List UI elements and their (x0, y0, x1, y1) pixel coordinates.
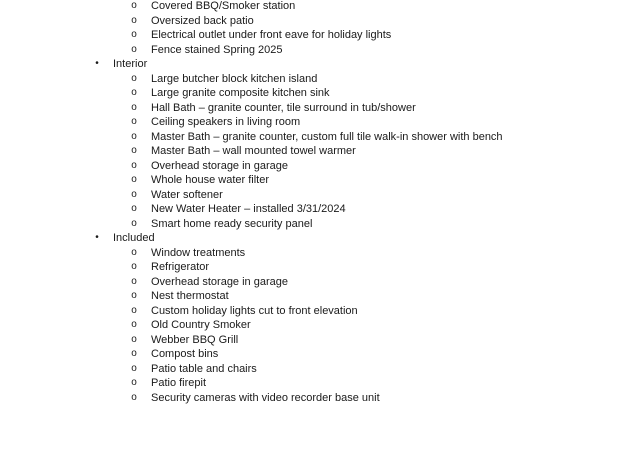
hollow-bullet-icon: o (131, 290, 137, 301)
list-item (0, 275, 640, 290)
list-item-text: Overhead storage in garage (151, 275, 288, 288)
list-item-text: Electrical outlet under front eave for holiday lights (151, 29, 392, 41)
hollow-bullet-icon: o (131, 261, 137, 272)
list-item-text: Hall Bath – granite counter, tile surround in tub/shower (151, 101, 416, 114)
list-item (0, 144, 640, 159)
list-item (0, 72, 640, 87)
list-item (0, 159, 640, 174)
hollow-bullet-icon: o (131, 29, 137, 40)
list-item-text: Webber BBQ Grill (151, 333, 239, 346)
hollow-bullet-icon: o (131, 14, 137, 26)
section-heading (0, 57, 640, 72)
list-item (0, 173, 640, 188)
list-item (0, 347, 640, 362)
hollow-bullet-icon: o (131, 174, 137, 185)
section-heading (0, 231, 640, 246)
list-item-text: Overhead storage in garage (151, 159, 288, 172)
list-item-text: Master Bath – wall mounted towel warmer (151, 145, 356, 157)
list-item-text: Compost bins (151, 348, 219, 360)
section-title: Interior (113, 58, 148, 70)
list-item (0, 391, 640, 406)
list-item-text: Patio table and chairs (151, 362, 257, 375)
list-item (0, 362, 640, 377)
list-item (0, 260, 640, 275)
list-item (0, 289, 640, 304)
list-item-text: Refrigerator (151, 261, 210, 273)
hollow-bullet-icon: o (131, 159, 137, 171)
hollow-bullet-icon: o (131, 333, 137, 345)
list-item-text: Large butcher block kitchen island (151, 72, 318, 85)
hollow-bullet-icon: o (131, 116, 137, 127)
list-item-text: Fence stained Spring 2025 (151, 43, 283, 56)
hollow-bullet-icon: o (131, 130, 137, 142)
list-item-text: Ceiling speakers in living room (151, 116, 301, 128)
section-interior (0, 57, 640, 231)
hollow-bullet-icon: o (131, 304, 137, 316)
hollow-bullet-icon: o (131, 348, 137, 359)
list-item (0, 28, 640, 43)
list-item (0, 304, 640, 319)
hollow-bullet-icon: o (131, 275, 137, 287)
list-item (0, 217, 640, 232)
top-sublist (0, 0, 640, 57)
list-item-text: Covered BBQ/Smoker station (151, 0, 296, 12)
list-item-text: Old Country Smoker (151, 319, 251, 331)
included-sublist (0, 246, 640, 406)
list-item (0, 188, 640, 203)
list-item-text: Master Bath – granite counter, custom full tile walk-in shower with bench (151, 130, 503, 143)
hollow-bullet-icon: o (131, 362, 137, 374)
list-item-text: Security cameras with video recorder base unit (151, 391, 380, 404)
hollow-bullet-icon: o (131, 101, 137, 113)
list-item (0, 333, 640, 348)
list-item (0, 202, 640, 217)
hollow-bullet-icon: o (131, 188, 137, 200)
list-item-text: New Water Heater – installed 3/31/2024 (151, 203, 346, 215)
hollow-bullet-icon: o (131, 391, 137, 403)
list-item-text: Nest thermostat (151, 290, 229, 302)
list-item (0, 246, 640, 261)
list-item-text: Smart home ready security panel (151, 217, 313, 230)
list-item-text: Custom holiday lights cut to front elevation (151, 304, 358, 317)
list-item (0, 14, 640, 29)
hollow-bullet-icon: o (131, 203, 137, 214)
list-item (0, 376, 640, 391)
hollow-bullet-icon: o (131, 72, 137, 84)
list-item (0, 86, 640, 101)
hollow-bullet-icon: o (131, 87, 137, 98)
section-included (0, 231, 640, 405)
hollow-bullet-icon: o (131, 43, 137, 55)
list-item-text: Patio firepit (151, 377, 207, 389)
list-item (0, 130, 640, 145)
list-item (0, 0, 640, 14)
list-item (0, 43, 640, 58)
list-item-text: Large granite composite kitchen sink (151, 87, 330, 99)
list-item-text: Whole house water filter (151, 174, 269, 186)
hollow-bullet-icon: o (131, 319, 137, 330)
list-item (0, 318, 640, 333)
section-title: Included (113, 232, 155, 244)
hollow-bullet-icon: o (131, 0, 137, 11)
list-item (0, 101, 640, 116)
list-item-text: Window treatments (151, 246, 246, 259)
list-item (0, 115, 640, 130)
list-item-text: Water softener (151, 188, 223, 201)
filled-bullet-icon: • (95, 232, 99, 243)
section-list (0, 57, 640, 405)
hollow-bullet-icon: o (131, 145, 137, 156)
filled-bullet-icon: • (95, 58, 99, 69)
hollow-bullet-icon: o (131, 246, 137, 258)
hollow-bullet-icon: o (131, 377, 137, 388)
hollow-bullet-icon: o (131, 217, 137, 229)
list-item-text: Oversized back patio (151, 14, 254, 27)
interior-sublist (0, 72, 640, 232)
